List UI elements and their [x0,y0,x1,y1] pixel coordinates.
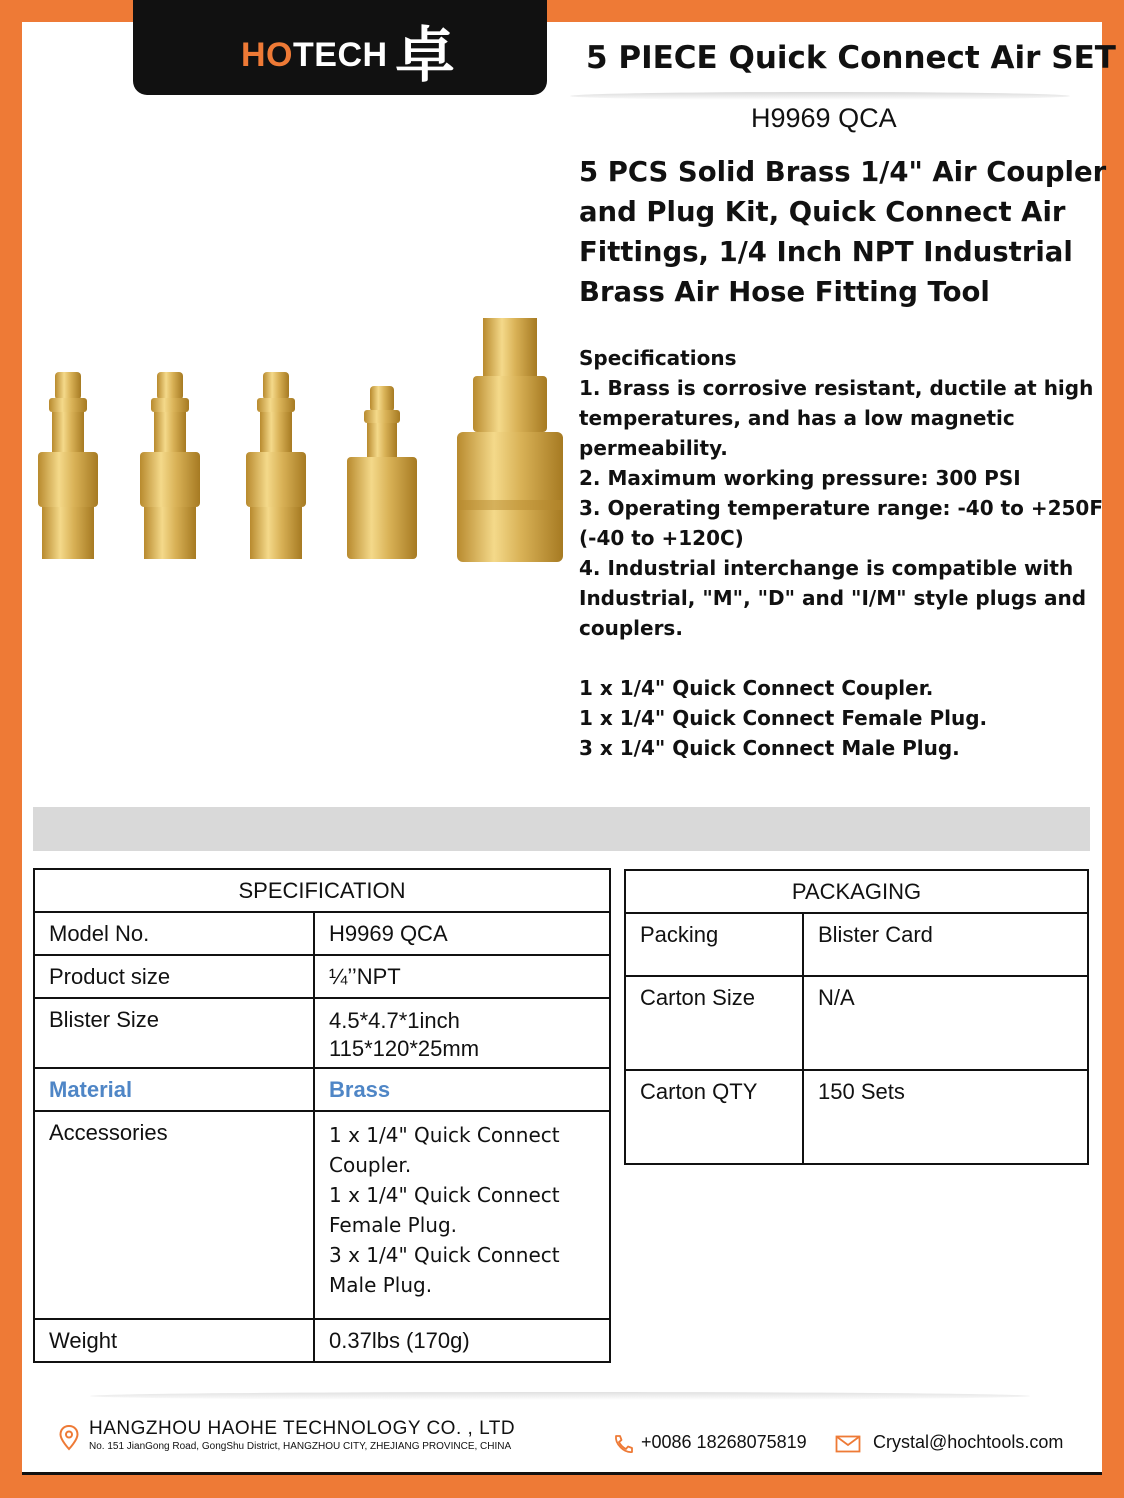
accessories-line: 1 x 1/4" Quick Connect [329,1183,560,1207]
carton-size-value: N/A [803,976,1088,1070]
blister-value-inch: 4.5*4.7*1inch [329,1008,460,1033]
male-plug [38,372,98,559]
logo-banner [133,0,547,95]
size-label: Product size [34,955,314,998]
carton-qty-label: Carton QTY [625,1070,803,1164]
model-value: H9969 QCA [314,912,610,955]
accessories-line: 3 x 1/4" Quick Connect [329,1243,560,1267]
spec-heading: Specifications [579,346,737,370]
logo-rest-text: TECH [293,36,388,74]
contents-item: 1 x 1/4" Quick Connect Coupler. [579,676,934,700]
weight-label: Weight [34,1319,314,1362]
coupler [457,318,563,562]
blister-value [314,998,610,1068]
material-label: Material [34,1068,314,1111]
model-label: Model No. [34,912,314,955]
contents-item: 1 x 1/4" Quick Connect Female Plug. [579,706,988,730]
carton-qty-value: 150 Sets [803,1070,1088,1164]
title-shadow [570,92,1070,100]
company-name: HANGZHOU HAOHE TECHNOLOGY CO. , LTD [89,1418,516,1439]
accessories-line: Female Plug. [329,1213,458,1237]
male-plug [140,372,200,559]
logo-mark: 卓 [395,21,455,91]
phone-icon [612,1434,634,1454]
spec-item: 1. Brass is corrosive resistant, ductile at high temperatures, and has a low magnetic permeability. [579,376,1094,460]
product-title: 5 PCS Solid Brass 1/4" Air Coupler and Plug Kit, Quick Connect Air Fittings, 1/4 Inch NPT Industrial Brass Air Hose Fitting Tool [579,156,1107,308]
contents-item: 3 x 1/4" Quick Connect Male Plug. [579,736,960,760]
logo-wordmark [241,36,388,75]
material-value: Brass [314,1068,610,1111]
size-value: ¼’’NPT [314,955,610,998]
model-code: H9969 QCA [751,103,897,133]
accessories-line: Coupler. [329,1153,412,1177]
male-plug [246,372,306,559]
accessories-line: Male Plug. [329,1273,433,1297]
footer-shadow [90,1392,1030,1400]
company-address: No. 151 JianGong Road, GongShu District, HANGZHOU CITY, ZHEJIANG PROVINCE, CHINA [89,1441,512,1452]
spec-item: 4. Industrial interchange is compatible with Industrial, "M", "D" and "I/M" style plugs and couplers. [579,556,1087,640]
female-plug [347,386,417,559]
bottom-rule [22,1472,1102,1475]
packing-value: Blister Card [803,913,1088,976]
weight-value: 0.37lbs (170g) [314,1319,610,1362]
packaging-table-heading: PACKAGING [625,870,1088,913]
carton-size-label: Carton Size [625,976,803,1070]
section-divider-bar [33,807,1090,851]
location-pin-icon [59,1425,79,1451]
accessories-line: 1 x 1/4" Quick Connect [329,1123,560,1147]
packaging-table [624,869,1089,1165]
packing-label: Packing [625,913,803,976]
blister-label: Blister Size [34,998,314,1068]
product-photo [30,310,570,570]
mail-icon [835,1435,861,1453]
blister-value-mm: 115*120*25mm [329,1036,480,1061]
spec-item: 2. Maximum working pressure: 300 PSI [579,466,1021,490]
specification-table [33,868,611,1363]
page-title: 5 PIECE Quick Connect Air SET [586,40,1116,76]
accessories-label: Accessories [34,1111,314,1319]
spec-item: 3. Operating temperature range: -40 to +250F (-40 to +120C) [579,496,1104,550]
accessories-value [314,1111,610,1319]
email-address[interactable]: Crystal@hochtools.com [873,1432,1064,1452]
spec-table-heading: SPECIFICATION [34,869,610,912]
logo-accent-text: HO [241,36,293,74]
specifications-block [579,343,1109,763]
phone-number[interactable]: +0086 18268075819 [641,1432,807,1452]
